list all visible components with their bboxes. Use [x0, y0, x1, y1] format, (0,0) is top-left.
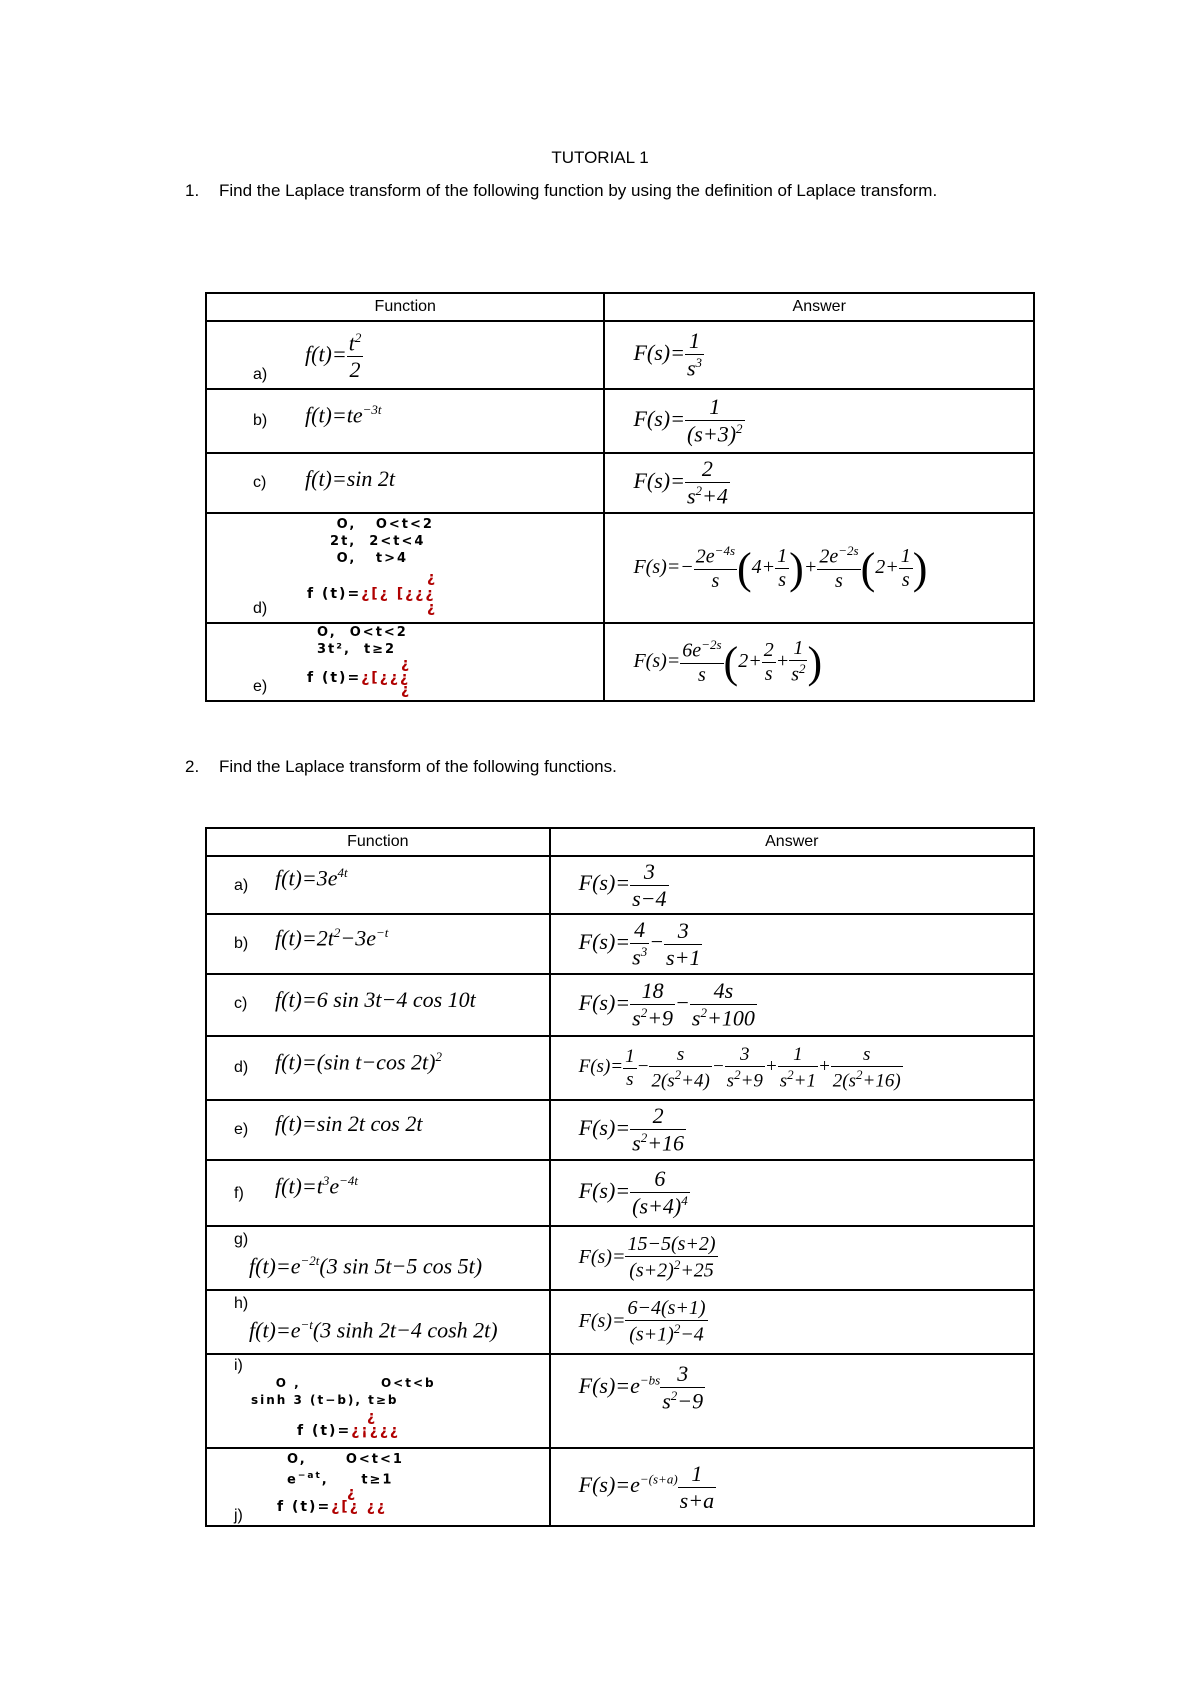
row-label: a) [253, 366, 268, 383]
row-label: e) [234, 1121, 249, 1138]
row-label: d) [253, 600, 268, 617]
row-label: b) [253, 412, 268, 429]
answer-cell: F(s)= $\frac{6-4(s+1)}{(s+1)^2-4}$ [550, 1290, 1034, 1354]
table-2-header-answer: Answer [550, 828, 1034, 856]
table-row [206, 1290, 1034, 1354]
table-2-header-function: Function [206, 828, 550, 856]
row-label: b) [234, 935, 249, 952]
question-2 [185, 752, 1005, 782]
row-label: d) [234, 1059, 249, 1076]
table-row [206, 321, 1034, 389]
answer-cell: F(s)= $\frac{18}{s^2+9}$ − $\frac{4s}{s^2+100}$ [550, 974, 1034, 1036]
row-label: i) [234, 1357, 243, 1374]
answer-cell: $F(s)=e^{-bs}$ $\frac{3}{s^2-9}$ [550, 1354, 1034, 1448]
function-cell: O, O<t<2 3t², t≥2 ¿ f (t)=¿[¿¿¿ ¿ e) [206, 623, 604, 701]
function-cell: c) f(t)=sin 2t [206, 453, 604, 513]
function-cell: b) $f(t)=te^{-3t}$ [206, 389, 604, 453]
function-cell: c) f(t)=6 sin 3t−4 cos 10t [206, 974, 550, 1036]
question-1 [185, 176, 1005, 206]
table-1-header-answer: Answer [604, 293, 1034, 321]
function-cell: a) $f(t)=3e^{4t}$ [206, 856, 550, 914]
answer-cell: F(s)=− $\frac{2e^{-4s}}{s}$ (4+ $\frac{1}{s}$ )+ $\frac{2e^{-2s}}{s}$ (2+ $\frac{1}{s}$ ) [604, 513, 1034, 623]
answer-cell: F(s)= $\frac{6}{(s+4)^4}$ [550, 1160, 1034, 1226]
table-row [206, 1448, 1034, 1526]
table-row [206, 914, 1034, 974]
table-row [206, 623, 1034, 701]
function-cell: b) $f(t)=2t^2-3e^{-t}$ [206, 914, 550, 974]
table-row [206, 453, 1034, 513]
row-label: f) [234, 1185, 244, 1202]
row-label: h) [234, 1295, 249, 1312]
function-cell: i) O , O<t<b sinh 3 (t−b), t≥b ¿ f (t)=¿¡¿¿¿ [206, 1354, 550, 1448]
table-row [206, 1354, 1034, 1448]
function-cell: e) f(t)=sin 2t cos 2t [206, 1100, 550, 1160]
function-cell: f) $f(t)=t^3e^{-4t}$ [206, 1160, 550, 1226]
answer-cell: F(s)= $\frac{1}{s}$ − $\frac{s}{2(s^2+4)}$ − $\frac{3}{s^2+9}$ + $\frac{1}{s^2+1}$ + $\frac{s}{2(s^2+16)}$ [550, 1036, 1034, 1100]
question-2-number: 2. [185, 757, 200, 776]
row-label: g) [234, 1231, 249, 1248]
table-2 [205, 827, 1035, 1527]
function-cell: a) f(t)= $\frac{t^2}{2}$ [206, 321, 604, 389]
table-row [206, 513, 1034, 623]
row-label: j) [234, 1507, 243, 1524]
row-label: a) [234, 877, 249, 894]
answer-cell: F(s)= $\frac{2}{s^2+4}$ [604, 453, 1034, 513]
table-1 [205, 292, 1035, 702]
table-row [206, 1160, 1034, 1226]
table-row [206, 1036, 1034, 1100]
function-cell: g) $f(t)=e^{-2t}(3$ sin 5t−5 cos 5t) [206, 1226, 550, 1290]
table-row [206, 856, 1034, 914]
answer-cell: $F(s)=e^{-(s+a)}$ $\frac{1}{s+a}$ [550, 1448, 1034, 1526]
row-label: c) [253, 474, 267, 491]
answer-cell: F(s)= $\frac{4}{s^3}$ − $\frac{3}{s+1}$ [550, 914, 1034, 974]
answer-cell: F(s)= $\frac{3}{s-4}$ [550, 856, 1034, 914]
table-row [206, 389, 1034, 453]
function-cell: O, O<t<2 2t, 2<t<4 O, t>4 ¿ f (t)=¿[¿ [¿¿¿ ¿ d) [206, 513, 604, 623]
question-1-number: 1. [185, 181, 200, 200]
page-title: TUTORIAL 1 [551, 148, 649, 167]
function-cell: O, O<t<1 $e^{-at}$, t≥1 ¿ f (t)=¿[¿ ¿¿ j) [206, 1448, 550, 1526]
answer-cell: F(s)= $\frac{1}{s^3}$ [604, 321, 1034, 389]
answer-cell: F(s)= $\frac{15-5(s+2)}{(s+2)^2+25}$ [550, 1226, 1034, 1290]
answer-cell: F(s)= $\frac{1}{(s+3)^2}$ [604, 389, 1034, 453]
question-2-text: Find the Laplace transform of the following functions. [219, 757, 617, 776]
row-label: e) [253, 678, 268, 695]
table-row [206, 1100, 1034, 1160]
function-cell: d) f(t)=(sin t−cos 2t)$^2$ [206, 1036, 550, 1100]
function-cell: h) $f(t)=e^{-t}(3$ sinh 2t−4 cosh 2t) [206, 1290, 550, 1354]
table-row [206, 974, 1034, 1036]
row-label: c) [234, 995, 248, 1012]
answer-cell: F(s)= $\frac{6e^{-2s}}{s}$ (2+ $\frac{2}{s}$ + $\frac{1}{s^2}$ ) [604, 623, 1034, 701]
table-row [206, 1226, 1034, 1290]
table-1-header-function: Function [206, 293, 604, 321]
answer-cell: F(s)= $\frac{2}{s^2+16}$ [550, 1100, 1034, 1160]
question-1-text: Find the Laplace transform of the following function by using the definition of Laplace transform. [219, 181, 938, 200]
